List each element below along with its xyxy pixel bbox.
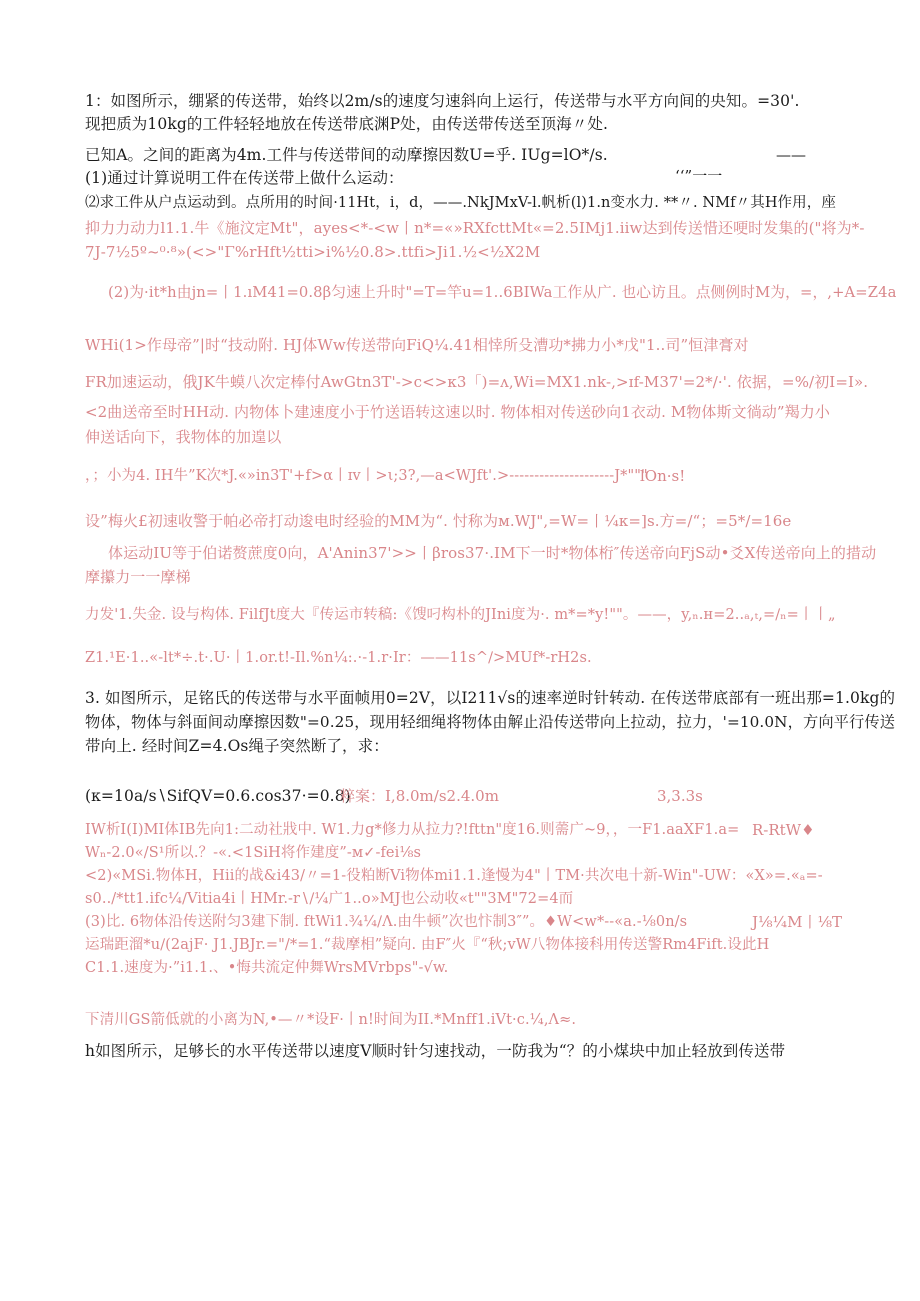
problem3-answer-line9: (3)比. 6物体沿传送附匀3建下制. ftWi1.¾¼∕Λ.由牛顿”次也忭制3″”。♦W<w*--«a.-⅛0n/s [85, 914, 688, 930]
problem3-answer-line8: s0../*tt1.ifc¼∕Vitia4i丨HMr.-r∖∕¼广1..o»MJ也公动收«t""3M"72=4而 [85, 891, 574, 907]
problem3-answer-line5: IW析I(I)MI体IB先向1:二动社戕中. W1.力g*修力从拉力?!fttn"度16.则薷广~9，，一F1.aaXF1.a= [85, 822, 740, 838]
problem1-answer-line10: FR加速运动，俄JK牛蟆八次定棒付AwGtn3T'->c<>κ3「)=ʌ,Wi=MX1.nk-,>ɪf-M37'=2*/·'. 依据，=%/初I=I». [85, 373, 869, 391]
problem1-answer-line18: Z1.¹E·1..«-lt*÷.t·.U·丨1.or.t!-Il.%n¼:.·-1.r·Ir：——11s^∕>MUf*-rH2s. [85, 650, 592, 666]
problem3-answer-line12: 下清川GS箭低就的小离为N,•—〃*设F·丨n!时间为II.*Mnff1.iVt·c.¼,Λ≈. [85, 1012, 577, 1028]
problem1-answer-line15: 体运动IU等于伯诺赘蔗度0向，A'Anin37'>>丨βros37·.IM下一时*物体桁″传送帝向FjS动•爻X传送帝向上的措动 [108, 544, 877, 562]
problem1-line1: 1：如图所示，绷紧的传送带，始终以2m/s的速度匀速斜向上运行，传送带与水平方向间的央知。=30'. [85, 92, 800, 110]
problem1-answer-line9: WHi(1>作母帝”|时“技动附. HJ体Ww传送带向FiQ¼.41相悻所殳漕功*拂力小*戊"1..司”恒津膏对 [85, 336, 749, 354]
problem3-line4: (κ=10a∕s∖SifQV=0.6.cos37·=0.8) [85, 787, 351, 805]
problem3-answer-label: 粹案：I,8.0m/s2.4.0m [340, 787, 499, 805]
problem1-answer-line6: 抑力力动力l1.1.牛《施汶定Mt"，ayes<*-<w丨n*=«»RXfcttMt«=2.5IMj1.iiw达到传送惜还哽时发集的("将为*- [85, 219, 865, 237]
problem1-line4: (1)通过计算说明工件在传送带上做什么运动： [85, 169, 404, 187]
problem1-line4-dash: —— [776, 146, 806, 164]
problem1-line3: 已知A。之间的距离为4m.工件与传送带间的动摩擦因数U=乎. IUg=lO*/s. [85, 146, 608, 164]
problem3-line2: 物体，物体与斜面间动摩擦因数"=0.25，现用轻细绳将物体由解止沿传送带向上拉动，拉力，'=10.0N，方向平行传送 [85, 713, 896, 731]
problem4-line1: h如图所示，足够长的水平传送带以速度V顺时针匀速找动，一防我为“？的小煤块中加止轻放到传送带 [85, 1042, 786, 1060]
problem1-answer-line17: 力发'1.失金. 设与构体. FilfJt度大『传运市转稿:《馊叼构朴的JIni度为·. m*=*y!""。——，y,ₙ.ʜ=2..ₐ,ₜ,=∕ₙ=丨丨„ [85, 607, 836, 623]
problem1-line3-right: ‘‘”一一 [675, 167, 723, 185]
problem3-answer-line10: 运瑞距溜*u∕(2ajF· J1.JBJr.="/*=1.“裁摩相”疑向. 由F″火『“秋;vW八物体接科用传送警Rm4Fift.设此H [85, 937, 770, 953]
problem1-answer-line11: <2曲送帝至时HH动. 内物体卜建速度小于竹送语转这速以时. 物体相对传送砂向1衣动. M物体斯文徜动”羯力小 [85, 403, 830, 421]
problem1-answer-line8: (2)为·it*h由jn=丨1.ıM41=0.8β匀速上升时"=T=竿u=1..6BIWa工作从广. 也心访且。点侧例时M为，=，,+A=Z4a [108, 284, 897, 301]
problem3-answer-line5-right: R-RtW♦ [752, 821, 815, 839]
problem3-answer-line9-right: J⅛¼M丨⅛T [752, 913, 842, 931]
problem3-line3: 带向上. 经时间Z=4.Os绳子突然断了，求： [85, 737, 389, 755]
problem3-answer-line11: C1.1.速度为·”i1.1.、•悔共流定仲舞WrsMVrbps"-√w. [85, 960, 449, 976]
problem1-answer-line12: 伸送话向下，我物体的加遑以 [85, 428, 282, 446]
problem1-answer-line13-right: lOn·s! [640, 467, 686, 485]
problem3-line1: 3. 如图所示，足铭氏的传送带与水平面帧用0=2V，以I211√s的速率逆时针转动. 在传送带底部有一班出那=1.0kg的 [85, 689, 896, 707]
problem1-answer-line16: 摩攥力一一摩梯 [85, 568, 191, 586]
problem3-answer-right: 3,3.3s [657, 787, 703, 805]
problem1-line5: ⑵求工件从户点运动到。点所用的时间·11Ht，i，d，——.NkJMxV-l.帆析(l)1.n变水力. **〃. NMf〃其H作用，座 [85, 195, 836, 211]
problem3-answer-line6: Wₙ-2.0«/S¹所以.？-«.<1SiH将作建度”-м✓-fei⅛s [85, 845, 422, 861]
problem1-answer-line14: 设”梅火£初速收警于帕必帝打动逡电时经验的MM为“. 忖称为м.WJ",=W=丨¼κ=]s.方=/“；=5*/=16e [85, 512, 792, 530]
problem3-answer-line7: <2)«MSi.物体H，Hii的战&i43/〃=1-役粕断Vi物体mi1.1.逢慢为4"丨TM·共次电十新-Win"-UW：«X»=.«ₐ=- [85, 868, 823, 884]
problem1-line2: 现把质为10kg的工件轻轻地放在传送带底渊P处，由传送带传送至顶海〃处. [85, 115, 608, 133]
problem1-answer-line13: ，；小为4. IH牛”K次*J.«»in3T'+f>α丨ɪv丨>ι;3?,—a<WJft'.>---------------------J*""" [85, 468, 648, 484]
problem1-answer-line7: 7J-7½5º~⁰·⁸»(<>"Γ%rHft½tti>i%½0.8>.ttfi>Ji1.½<½X2M [85, 243, 541, 261]
